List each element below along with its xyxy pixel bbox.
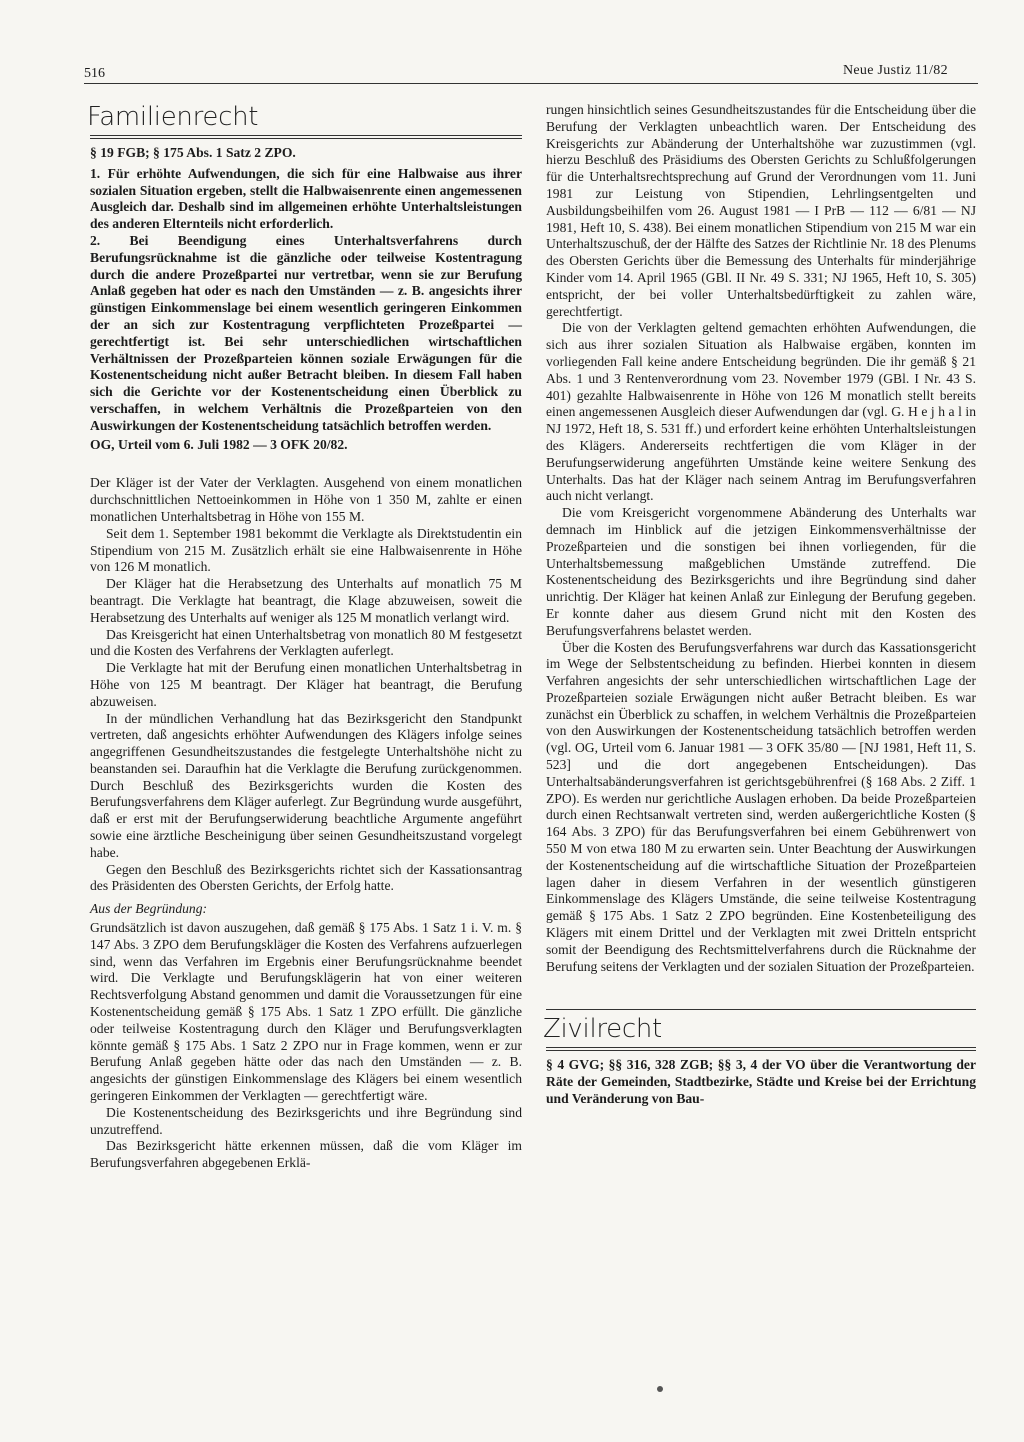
section-title-familienrecht: Familienrecht	[87, 102, 259, 132]
grounds-paragraph: Das Bezirksgericht hätte erkennen müssen, daß die vom Kläger im Berufungsverfahren abgegebenen Erklä-	[90, 1138, 522, 1171]
grounds-heading: Aus der Begründung:	[90, 901, 208, 917]
grounds-paragraph: Die Kostenentscheidung des Bezirksgerichts und ihre Begründung sind unzutreffend.	[90, 1104, 522, 1137]
section-rule	[90, 135, 522, 139]
court-reference: OG, Urteil vom 6. Juli 1982 — 3 OFK 20/82.	[90, 436, 348, 452]
body-paragraph: Die von der Verklagten geltend gemachten erhöhten Aufwendungen, die sich aus ihrer sozialen Situation als Halbwaise ergäben, konnten im vorliegenden Fall keine andere Entscheidung begründen. Die ihr gemäß § 21 Abs. 1 und 3 Rentenverordnung vom 23. November 1979 (GBl. I Nr. 43 S. 401) gezahlte Halbwaisenrente in Höhe von 126 M monatlich stellt bereits einen angemessenen Ausgleich dieser Aufwendungen dar (vgl. G. H e j h a l in NJ 1972, Heft 18, S. 531 ff.) und erfordert keine erhöhten Unterhaltsleistungen des Klägers. Andererseits rechtfertigen die vom Kläger in der Berufungserwiderung angeführten Umstände keine weitere Senkung des Unterhalts. Das hat der Kläger nach seinem Antrag im Berufungsverfahren auch nicht verlangt.	[546, 320, 976, 504]
body-paragraph: Der Kläger ist der Vater der Verklagten. Ausgehend von einem monatlichen durchschnittlichen Nettoeinkommen in Höhe von 1 350 M, zahlte er einen monatlichen Unterhaltsbetrag in Höhe von 155 M.	[90, 475, 522, 524]
headnote-2: 2. Bei Beendigung eines Unterhaltsverfahrens durch Berufungsrücknahme ist die gänzliche oder teilweise Kostentragung durch die andere Prozeßpartei nur vertretbar, wenn sie zur Berufung Anlaß gegeben hat oder es nach den Umständen — z. B. angesichts ihrer günstigen Einkommenslage bei einem wesentlich geringeren Einkommen der an sich zur Kostentragung verpflichteten Prozeßpartei — gerechtfertigt ist. Bei sehr unterschiedlichen wirtschaftlichen Verhältnissen der Prozeßparteien können soziale Erwägungen für die Kostenentscheidung nicht außer Betracht bleiben. In diesem Fall haben sich die Gerichte vor der Kostenentscheidung einen Überblick zu verschaffen, in welchem Verhältnis die Prozeßparteien von den Auswirkungen der Kostenentscheidung tatsächlich betroffen werden.	[90, 232, 522, 433]
page-number: 516	[84, 66, 105, 81]
law-reference: § 4 GVG; §§ 316, 328 ZGB; §§ 3, 4 der VO über die Verantwortung der Räte der Gemeinden, Stadtbezirke, Städte und Kreise bei der Errichtung und Veränderung von Bau-	[546, 1057, 976, 1107]
body-paragraph: Die Verklagte hat mit der Berufung einen monatlichen Unterhaltsbetrag in Höhe von 125 M beantragt. Der Kläger hat beantragt, die Berufung abzuweisen.	[90, 660, 522, 709]
body-paragraph: Seit dem 1. September 1981 bekommt die Verklagte als Direktstudentin ein Stipendium von 215 M. Zusätzlich erhält sie eine Halbwaisenrente in Höhe von 126 M monatlich.	[90, 525, 522, 575]
headnote-1: 1. Für erhöhte Aufwendungen, die sich für eine Halbwaise aus ihrer sozialen Situation ergeben, stellt die Halbwaisenrente einen angemessenen Ausgleich dar. Deshalb sind im allgemeinen erhöhte Unterhaltsleistungen des anderen Elternteils nicht erforderlich.	[90, 165, 522, 232]
zivilrecht-section	[543, 1009, 976, 1107]
body-paragraph: Die vom Kreisgericht vorgenommene Abänderung des Unterhalts war demnach im Hinblick auf die jetzigen Einkommensverhältnisse der Prozeßparteien und die sonstigen bei ihnen vorliegenden, für die Unterhaltsbemessung maßgeblichen Umstände zutreffend. Die Kostenentscheidung des Bezirksgerichts und ihre Begründung sind daher unrichtig. Der Kläger hat keinen Anlaß zur Einlegung der Berufung gegeben. Er konnte daher aus diesem Grund nicht mit den Kosten des Berufungsverfahrens belastet werden.	[546, 505, 976, 638]
body-paragraph: Gegen den Beschluß des Bezirksgerichts richtet sich der Kassationsantrag des Präsidenten des Obersten Gerichts, der Erfolg hatte.	[90, 861, 522, 894]
body-paragraph: rungen hinsichtlich seines Gesundheitszustandes für die Entscheidung über die Berufung der Verklagten unbeachtlich waren. Der Entscheidung des Kreisgerichts zur Abänderung der Unterhaltshöhe war zuzustimmen (vgl. hierzu Beschluß des Präsidiums des Obersten Gerichts zu Schlußfolgerungen für die Unterhaltsrechtsprechung auf Grund der Verordnungen vom 11. Juni 1981 zur Leistung von Stipendien, Lehrlingsentgelten und Ausbildungsbeihilfen vom 26. August 1981 — I PrB — 112 — 6/81 — NJ 1981, Heft 10, S. 438). Bei einem monatlichen Stipendium von 215 M war ein Unterhaltszuschuß, der der Hälfte des Satzes der Richtlinie Nr. 18 des Plenums des Obersten Gerichts über die Bemessung des Unterhalts für minderjährige Kinder vom 14. April 1965 (GBl. II Nr. 49 S. 331; NJ 1965, Heft 10, S. 305) entspricht, der bei voller Unterhaltsbedürftigkeit zu zahlen wäre, gerechtfertigt.	[546, 102, 976, 319]
section-rule	[546, 1009, 976, 1010]
header-rule	[84, 83, 978, 84]
ink-dot-mark	[657, 1386, 663, 1392]
left-column	[87, 102, 522, 1172]
section-rule	[546, 1047, 976, 1051]
body-paragraph: Das Kreisgericht hat einen Unterhaltsbetrag von monatlich 80 M festgesetzt und die Kosten des Verfahrens der Verklagten auferlegt.	[90, 626, 522, 659]
section-title-zivilrecht: Zivilrecht	[543, 1014, 662, 1045]
body-paragraph: Über die Kosten des Berufungsverfahrens war durch das Kassationsgericht im Wege der Selbstentscheidung zu befinden. Hierbei konnten in diesem Verfahren angesichts der sehr unterschiedlichen wirtschaftlichen Lage der Prozeßparteien soziale Erwägungen nicht außer Betracht bleiben. Es war zunächst ein Überblick zu schaffen, in welchem Verhältnis die Prozeßparteien von den Auswirkungen der Kostenentscheidung tatsächlich betroffen werden (vgl. OG, Urteil vom 6. Januar 1981 — 3 OFK 35/80 — [NJ 1981, Heft 11, S. 523] und die dort angegebenen Entscheidungen). Das Unterhaltsabänderungsverfahren ist gerichtsgebührenfrei (§ 168 Abs. 2 Ziff. 1 ZPO). Es werden nur gerichtliche Auslagen erhoben. Da beide Prozeßparteien durch einen Rechtsanwalt vertreten sind, werden außergerichtliche Kosten (§ 164 Abs. 3 ZPO) für das Berufungsverfahren bei einem Gebührenwert von 550 M von etwa 180 M zu erwarten sein. Unter Beachtung der Auswirkungen der Kostenentscheidung auf die wirtschaftliche Situation der Prozeßparteien lagen daher in diesem Verfahren in der wesentlich günstigeren Einkommenslage des Klägers Umstände, die seine teilweise Kostentragung gemäß § 175 Abs. 1 Satz 2 ZPO begründen. Eine Kostenbeteiligung des Klägers mit einem Drittel und der Verklagten mit zwei Dritteln entspricht somit der Beendigung des Rechtsmittelverfahrens durch die Rücknahme der Berufung seitens der Verklagten und der sozialen Situation der Prozeßparteien.	[546, 639, 976, 974]
law-reference: § 19 FGB; § 175 Abs. 1 Satz 2 ZPO.	[90, 145, 296, 160]
right-column	[543, 102, 976, 1112]
body-paragraph: Der Kläger hat die Herabsetzung des Unterhalts auf monatlich 75 M beantragt. Die Verklagte hat beantragt, die Klage abzuweisen, soweit die Herabsetzung des Unterhalts auf weniger als 125 M monatlich verlangt wird.	[90, 576, 522, 625]
grounds-paragraph: Grundsätzlich ist davon auszugehen, daß gemäß § 175 Abs. 1 Satz 1 i. V. m. § 147 Abs. 3 ZPO dem Berufungskläger die Kosten des Verfahrens aufzuerlegen sind, wenn das Verfahren im Ergebnis einer Berufungsrücknahme beendet wird. Die Verklagte und Berufungsklägerin hat von einer weiteren Rechtsverfolgung Abstand genommen und damit die Voraussetzungen für eine Kostenentscheidung gemäß § 175 Abs. 1 Satz 1 ZPO erfüllt. Die gänzliche oder teilweise Kostentragung durch den Kläger und Berufungsverklagten könnte gemäß § 175 Abs. 1 Satz 2 ZPO nur in Frage kommen, wenn er zur Berufung Anlaß gegeben hätte oder das nach den Umständen — z. B. angesichts der günstigen Einkommenslage des Klägers bei einem wesentlich geringeren Einkommen der Verklagten — gerechtfertigt wäre.	[90, 920, 522, 1104]
body-paragraph: In der mündlichen Verhandlung hat das Bezirksgericht den Standpunkt vertreten, daß angesichts erhöhter Aufwendungen des Klägers infolge seines angegriffenen Gesundheitszustandes die festgelegte Unterhaltshöhe nicht zu beanstanden sei. Daraufhin hat die Verklagte die Berufung zurückgenommen. Durch Beschluß des Bezirksgerichts wurden die Kosten des Berufungsverfahrens dem Kläger auferlegt. Zur Begründung wurde ausgeführt, daß er erst mit der Berufungserwiderung beachtliche Argumente angeführt sowie eine ärztliche Bescheinigung über seinen Gesundheitszustand vorgelegt habe.	[90, 710, 522, 860]
journal-title: Neue Justiz 11/82	[843, 63, 948, 78]
